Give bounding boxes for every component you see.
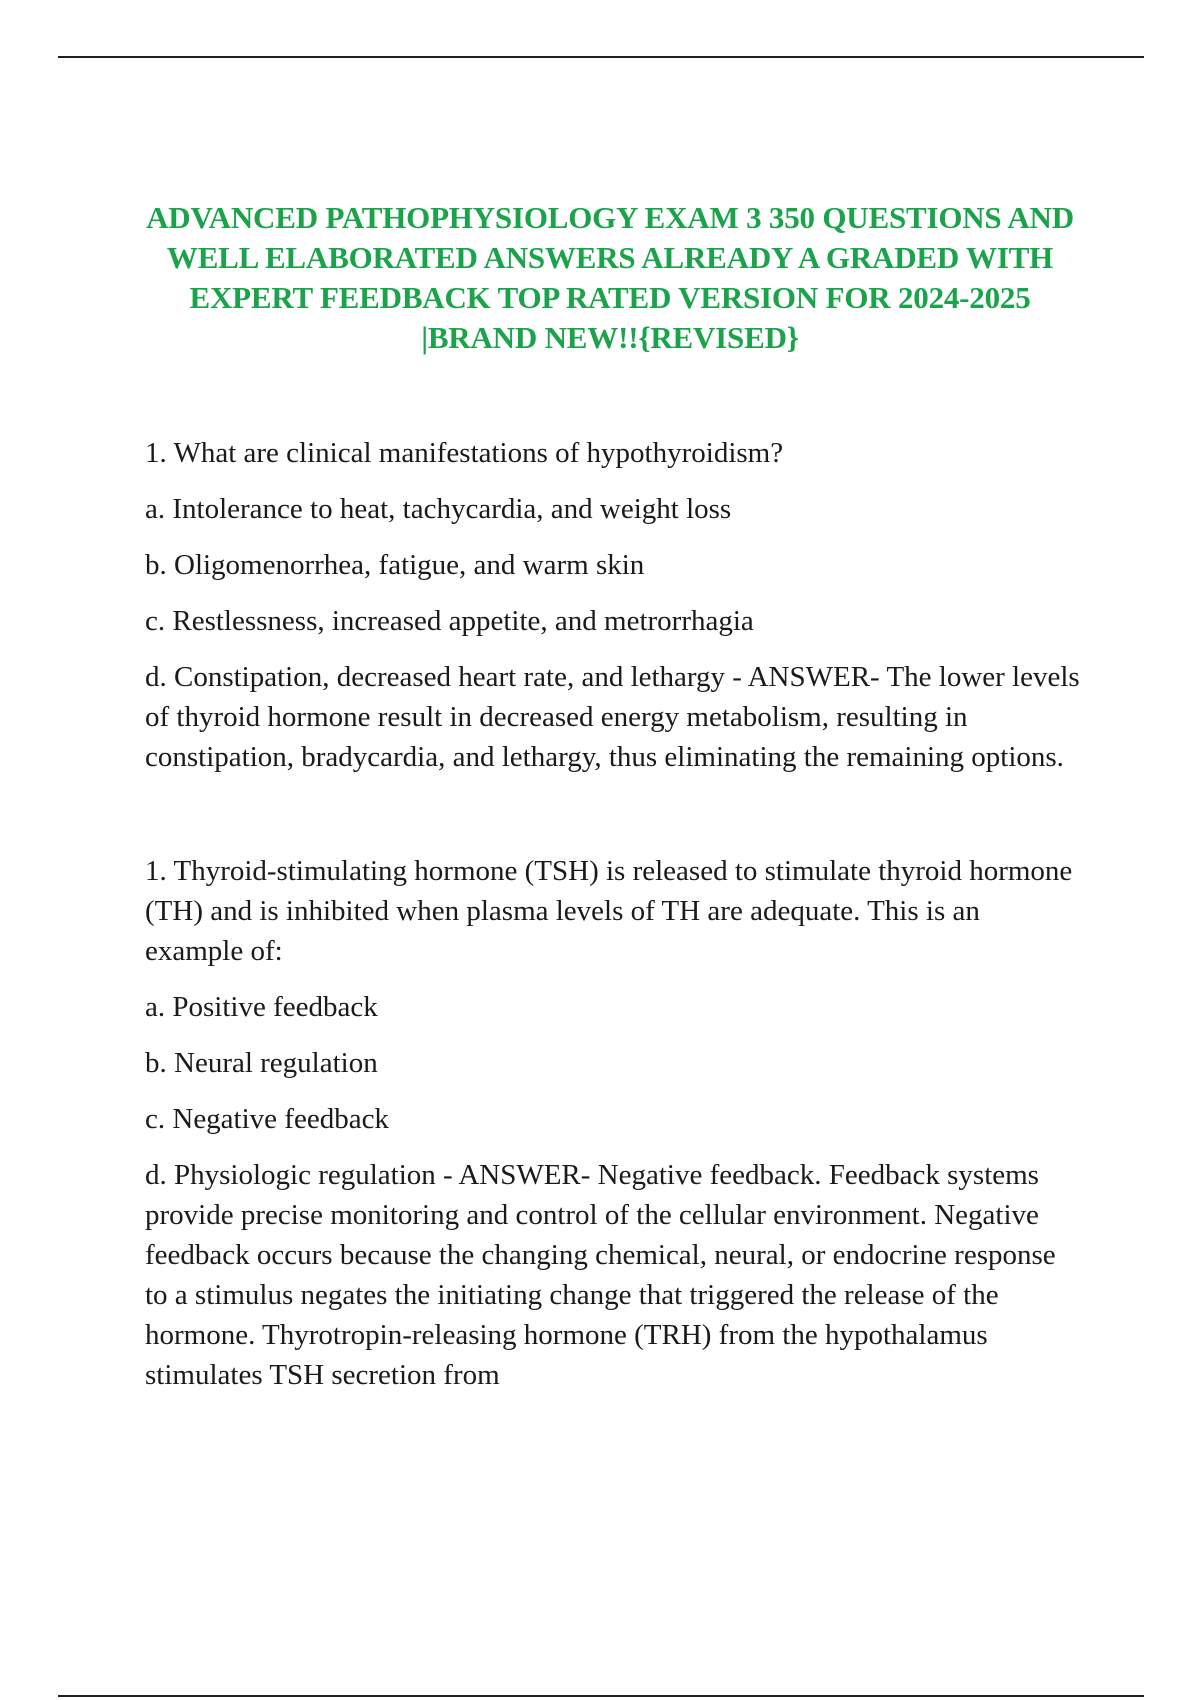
question-1 [145,433,1085,777]
question-stem: 1. Thyroid-stimulating hormone (TSH) is released to stimulate thyroid hormone (TH) and is inhibited when plasma levels of TH are adequate. This is an example of: [145,855,1073,967]
option-b: b. Oligomenorrhea, fatigue, and warm skin [145,549,645,581]
option-a: a. Intolerance to heat, tachycardia, and weight loss [145,493,732,525]
option-d-answer: d. Physiologic regulation - ANSWER- Negative feedback. Feedback systems provide precise monitoring and control of the cellular environment. Negative feedback occurs because the changing chemical, neural, or endocrine response to a stimulus negates the initiating change that triggered the release of the hormone. Thyrotropin-releasing hormone (TRH) from the hypothalamus stimulates TSH secretion from [145,1159,1056,1391]
document-title: ADVANCED PATHOPHYSIOLOGY EXAM 3 350 QUESTIONS AND WELL ELABORATED ANSWERS ALREADY A GRADED WITH EXPERT FEEDBACK TOP RATED VERSION FOR 2024-2025 |BRAND NEW!!{REVISED} [146,200,1074,355]
page-top-rule [58,56,1144,58]
option-a: a. Positive feedback [145,991,378,1023]
option-c: c. Restlessness, increased appetite, and metrorrhagia [145,605,754,637]
option-b: b. Neural regulation [145,1047,378,1079]
question-stem: 1. What are clinical manifestations of hypothyroidism? [145,437,784,469]
option-c: c. Negative feedback [145,1103,389,1135]
option-d-answer: d. Constipation, decreased heart rate, and lethargy - ANSWER- The lower levels of thyroid hormone result in decreased energy metabolism, resulting in constipation, bradycardia, and lethargy, thus eliminating the remaining options. [145,661,1080,773]
page-bottom-rule [58,1695,1144,1697]
question-list [145,433,1085,1395]
question-2 [145,851,1085,1395]
